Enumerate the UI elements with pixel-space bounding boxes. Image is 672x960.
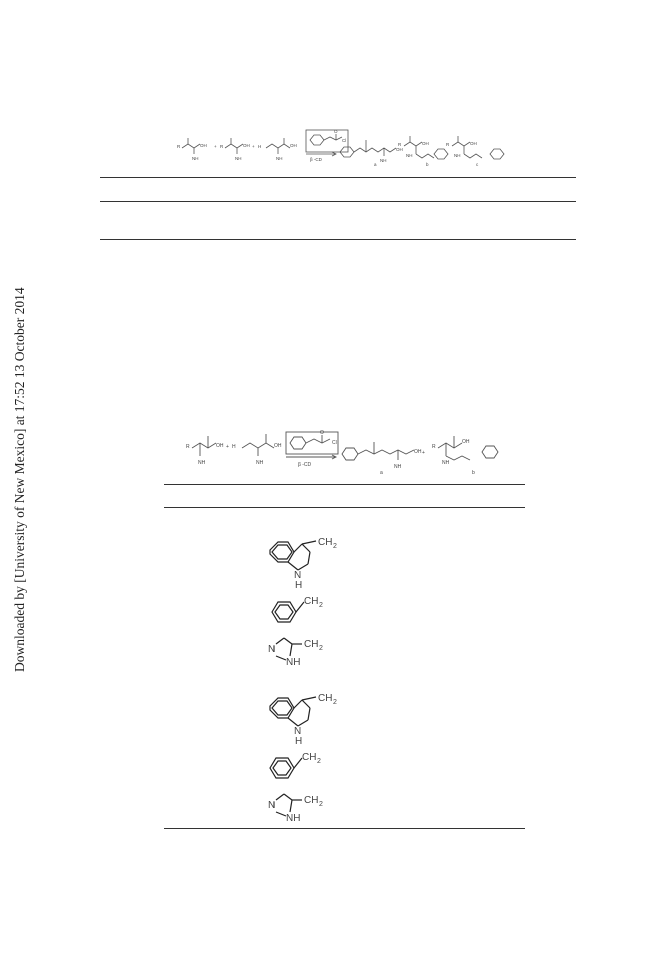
scheme2-catalyst: β -CD [298,462,312,468]
scheme1-r2-c: R [446,142,450,147]
table2-header-rule [164,507,525,508]
scheme2-nh-b: NH [442,460,450,466]
indole-n-1: N [294,570,302,581]
scheme2-r: R [186,444,190,450]
scheme2-label-a: a [380,470,383,476]
scheme1-label-a: a [374,162,377,167]
scheme2-oh-2: OH [274,443,282,449]
scheme1-plus-2: + [252,144,255,149]
scheme1-nh2-1: NH [192,156,199,161]
ch2-sub-5: 2 [317,758,321,765]
scheme2-cl: Cl [332,440,337,446]
ch2-label-2: CH [304,596,319,607]
scheme2-nh2-1: NH [198,460,206,466]
table1-header-rule [100,201,576,202]
scheme1-label-b: b [426,162,429,167]
scheme1-oh-2: OH [243,143,250,148]
imidazole-n-2: N [268,800,276,811]
scheme2-oh-1: OH [216,443,224,449]
scheme2-nh2-2: NH [256,460,264,466]
scheme1-o: O [334,129,338,134]
indole-h-2: H [295,736,303,747]
scheme2-plus-2: + [422,450,425,456]
ch2-sub-2: 2 [319,602,323,609]
scheme1-oh-5: OH [422,141,429,146]
indole-h-1: H [295,580,303,591]
imidazole-nh-1: NH [286,657,301,668]
ch2-label-1: CH [318,537,333,548]
ch2-label-5: CH [302,752,317,763]
scheme1-h2n-h: H [258,144,262,149]
imidazolylmethyl-structure-2 [262,790,352,826]
indole-n-2: N [294,726,302,737]
reaction-scheme-1 [170,126,515,176]
ch2-label-6: CH [304,795,319,806]
scheme2-h2n-h: H [232,444,236,450]
benzyl-structure-2 [264,750,334,786]
scheme1-label-c: c [476,162,479,167]
ch2-sub-1: 2 [333,543,337,550]
scheme1-oh-3: OH [290,143,297,148]
scheme1-r1-b: R [398,142,402,147]
ch2-label-4: CH [318,693,333,704]
scheme1-nh2-4: NH [380,158,387,163]
imidazolylmethyl-structure-1 [262,634,352,670]
table1-top-rule [100,177,576,178]
scheme1-nh2-2: NH [235,156,242,161]
scheme2-o: O [320,430,324,436]
ch2-label-3: CH [304,639,319,650]
scheme2-nh2-3: NH [394,464,402,470]
scheme1-oh-4: OH [396,147,403,152]
reaction-scheme-2 [182,424,522,480]
scheme1-r1: R [177,144,181,149]
scheme1-oh-1: OH [200,143,207,148]
scheme2-r-b: R [432,444,436,450]
scheme1-r2: R [220,144,224,149]
imidazole-nh-2: NH [286,813,301,824]
ch2-sub-3: 2 [319,645,323,652]
ch2-sub-6: 2 [319,801,323,808]
scheme1-plus-1: + [214,144,217,149]
table1-bottom-rule [100,239,576,240]
scheme2-plus-1: + [226,444,229,450]
table2-top-rule [164,484,525,485]
imidazole-n-1: N [268,644,276,655]
scheme1-catalyst: β -CD [310,157,322,162]
download-watermark: Downloaded by [University of New Mexico] at 17:52 13 October 2014 [12,287,27,672]
scheme2-oh-4: OH [462,439,470,445]
scheme2-label-b: b [472,470,475,476]
ch2-sub-4: 2 [333,699,337,706]
scheme1-nh-b: NH [406,153,413,158]
scheme1-nh-c: NH [454,153,461,158]
scheme2-oh-3: OH [414,449,422,455]
table2-bottom-rule [164,828,525,829]
benzyl-structure-1 [266,594,336,630]
indolylmethyl-structure-2 [262,692,352,748]
indolylmethyl-structure-1 [262,536,352,592]
scheme1-oh-6: OH [470,141,477,146]
scheme1-cl: Cl [342,138,347,143]
scheme1-nh2-3: NH [276,156,283,161]
